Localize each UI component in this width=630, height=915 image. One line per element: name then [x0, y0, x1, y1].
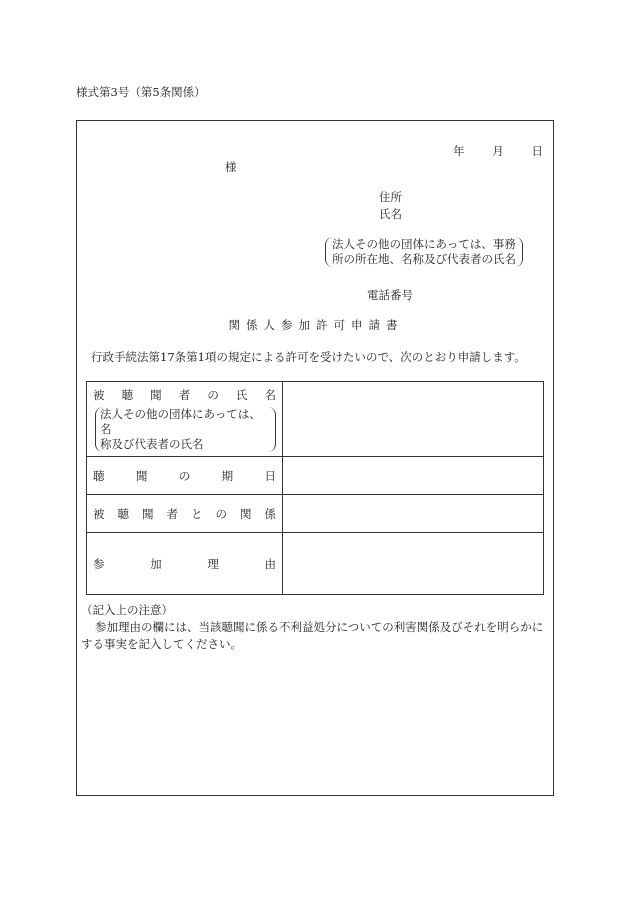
- address-label: 住所: [379, 190, 402, 204]
- participation-reason-label-cell: [87, 533, 283, 595]
- table-row: [87, 495, 544, 533]
- hearing-party-name-label: 被 聴 聞 者 の 氏 名: [93, 387, 276, 402]
- application-form: [76, 120, 554, 796]
- hearing-date-label-cell: [87, 457, 283, 495]
- table-row: [87, 457, 544, 495]
- hearing-date-field[interactable]: [283, 457, 544, 495]
- table-row: [87, 533, 544, 595]
- relationship-field[interactable]: [283, 495, 544, 533]
- corporate-note-line2: 所の所在地、名称及び代表者の氏名: [332, 252, 516, 266]
- notice-body: 参加理由の欄には、当該聴聞に係る不利益処分についての利害関係及びそれを明らかにする事実を記入してください。: [81, 620, 544, 651]
- relationship-label: 被 聴 聞 者 と の 関 係: [93, 506, 276, 521]
- intro-text: 行政手続法第17条第1項の規定による許可を受けたいので、次のとおり申請します。: [91, 350, 526, 364]
- participation-reason-label: 参 加 理 由: [93, 556, 276, 571]
- notice-title: （記入上の注意）: [81, 603, 173, 617]
- hearing-party-name-field[interactable]: [283, 382, 544, 457]
- participation-reason-field[interactable]: [283, 533, 544, 595]
- year-label: 年: [453, 144, 465, 158]
- table-row: [87, 382, 544, 457]
- date-line: [453, 143, 543, 159]
- form-number-label: 様式第3号（第5条関係）: [76, 85, 206, 99]
- addressee-suffix: 様: [225, 160, 237, 174]
- hearing-party-corporate-note: 法人その他の団体にあっては、名 称及び代表者の氏名: [95, 407, 276, 452]
- application-table: [86, 381, 544, 595]
- hearing-party-name-label-cell: [87, 382, 283, 457]
- name-label: 氏名: [379, 207, 402, 221]
- relationship-label-cell: [87, 495, 283, 533]
- phone-label: 電話番号: [367, 288, 413, 302]
- hearing-date-label: 聴 聞 の 期 日: [93, 468, 276, 483]
- document-title: 関係人参加許可申請書: [228, 318, 404, 332]
- month-label: 月: [492, 144, 504, 158]
- day-label: 日: [531, 144, 543, 158]
- corporate-note-line1: 法人その他の団体にあっては、事務: [332, 237, 516, 251]
- corporate-note: [325, 237, 523, 267]
